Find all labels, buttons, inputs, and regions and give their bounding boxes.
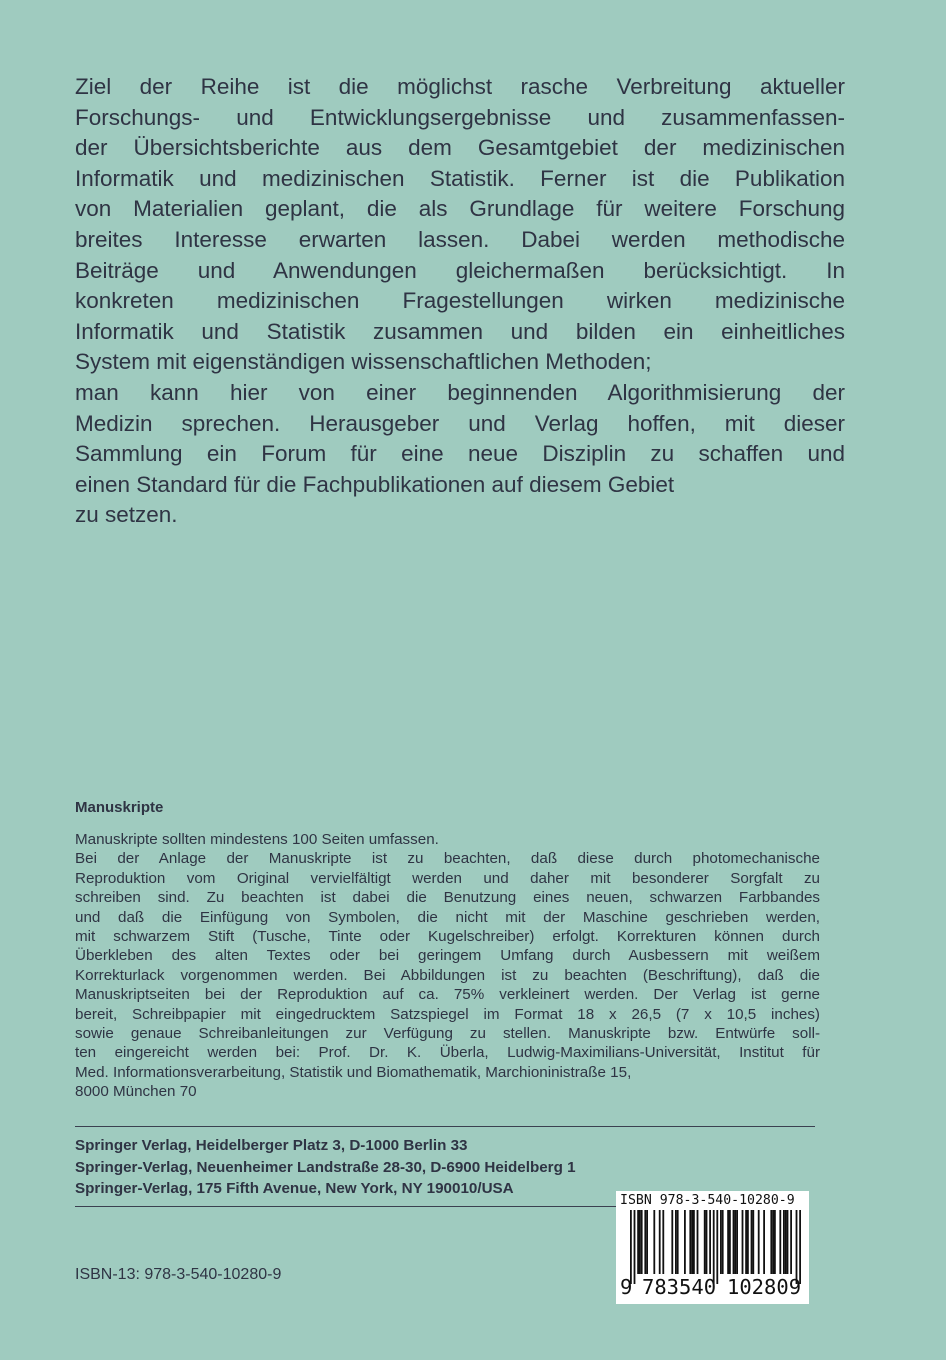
barcode-bar [745, 1210, 747, 1274]
manuscripts-line: und daß die Einfügung von Symbolen, die nicht mit der Maschine geschrieben werden, [75, 908, 820, 926]
intro-line: breites Interesse erwarten lassen. Dabei werden methodische [75, 226, 845, 252]
manuscripts-line: 8000 München 70 [75, 1083, 197, 1101]
address-line: Springer Verlag, Heidelberger Platz 3, D-1000 Berlin 33 [75, 1137, 468, 1154]
barcode-bar [713, 1210, 715, 1284]
series-description [75, 72, 845, 531]
publisher-addresses [75, 1135, 576, 1200]
barcode-bar [763, 1210, 765, 1274]
intro-line: Forschungs- und Entwicklungsergebnisse und zusammenfassen- [75, 104, 845, 130]
barcode-bar [770, 1210, 772, 1274]
isbn-13: ISBN-13: 978-3-540-10280-9 [75, 1266, 282, 1283]
barcode-bar [742, 1210, 744, 1274]
intro-line: von Materialien geplant, die als Grundlage für weitere Forschung [75, 196, 845, 222]
manuscripts-line: Med. Informationsverarbeitung, Statistik und Biomathematik, Marchioninistraße 15, [75, 1063, 632, 1081]
barcode-bar [639, 1210, 641, 1274]
barcode-bar [799, 1210, 801, 1284]
barcode-bar [736, 1210, 738, 1274]
intro-line: Beiträge und Anwendungen gleichermaßen berücksichtigt. In [75, 257, 845, 283]
barcode-bar [630, 1210, 632, 1284]
intro-line: Sammlung ein Forum für eine neue Disziplin zu schaffen und [75, 441, 845, 467]
barcode-digit-group-left: 783540 [642, 1275, 717, 1299]
barcode-bar [662, 1210, 664, 1274]
intro-line: Medizin sprechen. Herausgeber und Verlag hoffen, mit dieser [75, 410, 845, 436]
barcode-bar [752, 1210, 754, 1274]
manuscripts-line: Reproduktion vom Original vervielfältigt werden und daher mit besonderer Sorgfalt zu [75, 869, 820, 887]
divider-bottom [75, 1206, 616, 1207]
manuscripts-heading: Manuskripte [75, 799, 164, 816]
barcode-bar [734, 1210, 736, 1274]
barcode-bar [684, 1210, 686, 1274]
manuscripts-line: ten eingereicht werden bei: Prof. Dr. K. Überla, Ludwig-Maximilians-Universität, Institut für [75, 1044, 820, 1062]
manuscripts-line: Bei der Anlage der Manuskripte ist zu beachten, daß diese durch photomechanische [75, 850, 820, 868]
barcode-isbn-text: ISBN 978-3-540-10280-9 [620, 1193, 795, 1208]
intro-line: man kann hier von einer beginnenden Algorithmisierung der [75, 379, 845, 405]
barcode-bar [727, 1210, 729, 1274]
intro-line: einen Standard für die Fachpublikationen auf diesem Gebiet [75, 471, 675, 497]
manuscripts-line: sowie genaue Schreibanleitungen zur Verfügung zu stellen. Manuskripte bzw. Entwürfe soll- [75, 1025, 820, 1043]
barcode-bar [671, 1210, 673, 1274]
barcode-digit-lead: 9 [620, 1275, 633, 1299]
barcode-bar [659, 1210, 661, 1274]
manuscripts-line: Korrekturlack vorgenommen werden. Bei Abbildungen ist zu beachten (Beschriftung), daß die [75, 966, 820, 984]
manuscripts-line: Überkleben des alten Textes oder bei geringem Umfang durch Ausbessern mit weißem [75, 947, 820, 965]
intro-line: System mit eigenständigen wissenschaftlichen Methoden; [75, 349, 652, 375]
barcode-bar [785, 1210, 787, 1274]
barcode-bar [704, 1210, 706, 1274]
intro-line: Informatik und Statistik zusammen und bilden ein einheitliches [75, 318, 845, 344]
intro-line: Ziel der Reihe ist die möglichst rasche Verbreitung aktueller [75, 74, 845, 99]
barcode-bar [716, 1210, 718, 1284]
intro-line: konkreten medizinischen Fragestellungen wirken medizinische [75, 288, 845, 314]
intro-line: zu setzen. [75, 502, 178, 528]
barcode-bar [729, 1210, 731, 1274]
intro-line: der Übersichtsberichte aus dem Gesamtgebiet der medizinischen [75, 135, 845, 161]
intro-line: Informatik und medizinischen Statistik. Ferner ist die Publikation [75, 165, 845, 191]
barcode-bar [644, 1210, 646, 1274]
barcode-bar [772, 1210, 774, 1274]
barcode-digit-group-right: 102809 [727, 1275, 802, 1299]
barcode-bar [653, 1210, 655, 1274]
barcode-bar [796, 1210, 798, 1284]
manuscripts-line: schreiben sind. Zu beachten ist dabei die Benutzung eines neuen, schwarzen Farbbandes [75, 889, 820, 907]
manuscripts-line: Manuskripte sollten mindestens 100 Seiten umfassen. [75, 831, 439, 848]
barcode-bar [722, 1210, 724, 1274]
barcode-bar [675, 1210, 677, 1274]
barcode-bar [733, 1210, 735, 1274]
address-line: Springer-Verlag, Neuenheimer Landstraße 28-30, D-6900 Heidelberg 1 [75, 1158, 576, 1176]
barcode-bar [758, 1210, 760, 1274]
manuscripts-line: mit schwarzem Stift (Tusche, Tinte oder Kugelschreiber) erfolgt. Korrekturen können durch [75, 928, 820, 946]
barcode-bar [677, 1210, 679, 1274]
barcode-bar [706, 1210, 708, 1274]
barcode-bar [751, 1210, 753, 1274]
barcode-bar [691, 1210, 693, 1274]
barcode-bar [637, 1210, 639, 1274]
barcode-bar [783, 1210, 785, 1274]
barcode-bar [747, 1210, 749, 1274]
barcode-bar [634, 1210, 636, 1284]
manuscripts-line: Manuskriptseiten bei der Reproduktion auf ca. 75% verkleinert werden. Der Verlag ist gerne [75, 986, 820, 1004]
barcode-bar [720, 1210, 722, 1274]
barcode-bar [774, 1210, 776, 1274]
barcode-bar [790, 1210, 792, 1274]
barcode-bar [641, 1210, 643, 1274]
barcode-bar [646, 1210, 648, 1274]
barcode-bar [709, 1210, 711, 1274]
divider-top [75, 1126, 815, 1127]
barcode-bar [689, 1210, 691, 1274]
manuscripts-instructions [75, 830, 820, 1102]
barcode-bar [779, 1210, 781, 1274]
isbn-barcode [616, 1191, 809, 1304]
barcode-bar [693, 1210, 695, 1274]
barcode-bar [697, 1210, 699, 1274]
barcode-bar [787, 1210, 789, 1274]
address-line: Springer-Verlag, 175 Fifth Avenue, New York, NY 190010/USA [75, 1180, 514, 1198]
manuscripts-line: bereit, Schreibpapier mit eingedrucktem Satzspiegel im Format 18 x 26,5 (7 x 10,5 inches) [75, 1005, 820, 1023]
